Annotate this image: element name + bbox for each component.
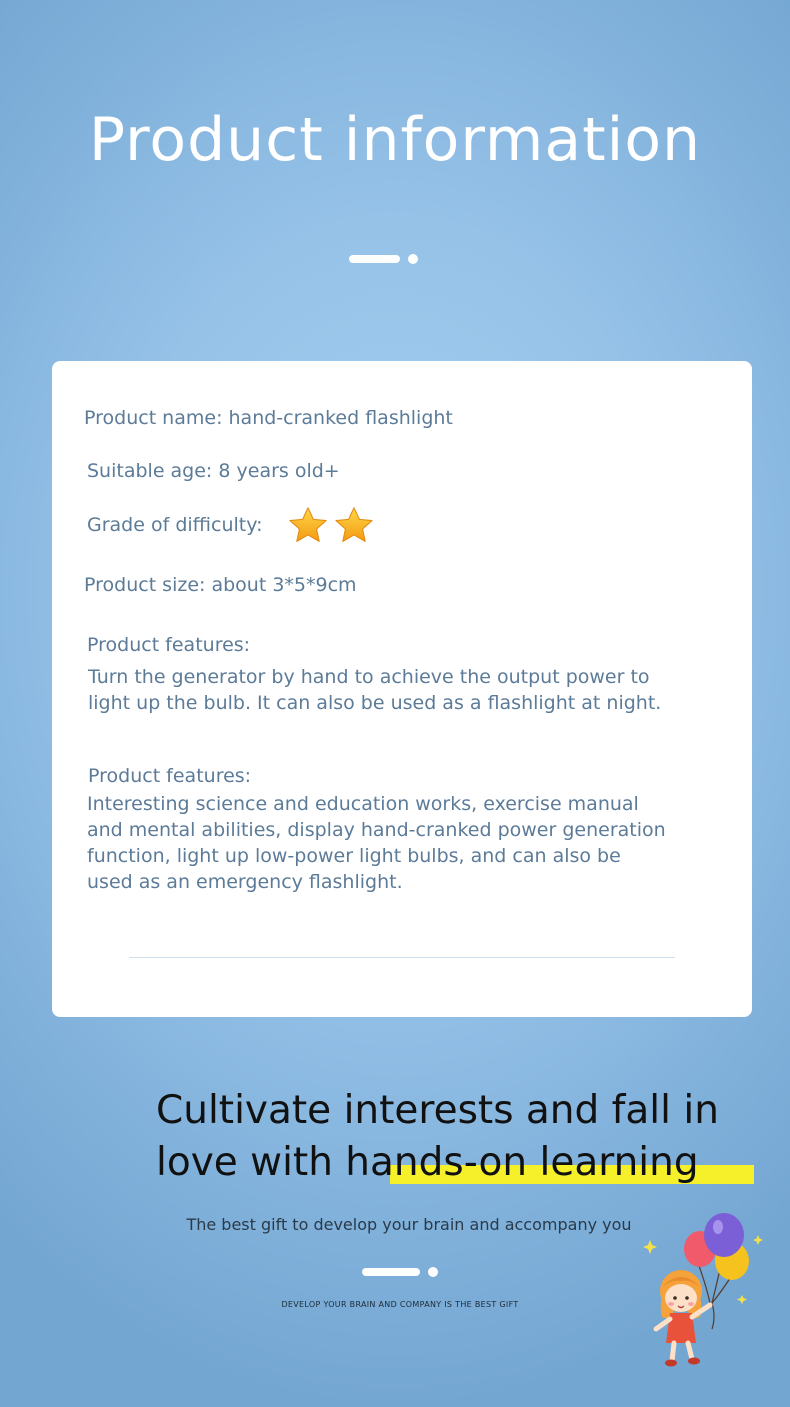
product-size: Product size: about 3*5*9cm <box>84 574 357 596</box>
card-divider <box>129 957 675 958</box>
girl-with-balloons-illustration <box>630 1205 770 1375</box>
features-1-heading: Product features: <box>87 634 251 656</box>
title-divider-pill <box>349 255 400 263</box>
star-icon <box>287 505 329 547</box>
promo-headline <box>156 1085 776 1189</box>
headline-line-1: Cultivate interests and fall in <box>156 1088 719 1133</box>
promo-divider-pill <box>362 1268 420 1276</box>
title-divider-dot <box>408 254 418 264</box>
promo-subtitle: The best gift to develop your brain and accompany you <box>186 1215 632 1234</box>
headline-line-2: love with hands-on learning <box>156 1140 699 1185</box>
features-1-text: Turn the generator by hand to achieve the output power to light up the bulb. It can also be used as a flashlight at night. <box>88 666 662 714</box>
suitable-age: Suitable age: 8 years old+ <box>87 460 340 482</box>
features-2-heading: Product features: <box>88 765 252 787</box>
promo-tagline: DEVELOP YOUR BRAIN AND COMPANY IS THE BEST GIFT <box>281 1300 519 1309</box>
features-2-text: Interesting science and education works, exercise manual and mental abilities, display hand-cranked power generation function, light up low-power light bulbs, and can also be used as an emergency flashlight. <box>87 793 666 893</box>
promo-divider-dot <box>428 1267 438 1277</box>
star-icon <box>333 505 375 547</box>
page-title: Product information <box>88 105 702 175</box>
product-info-card <box>52 361 752 1017</box>
product-name: Product name: hand-cranked flashlight <box>84 407 453 429</box>
difficulty-label: Grade of difficulty: <box>87 514 263 536</box>
